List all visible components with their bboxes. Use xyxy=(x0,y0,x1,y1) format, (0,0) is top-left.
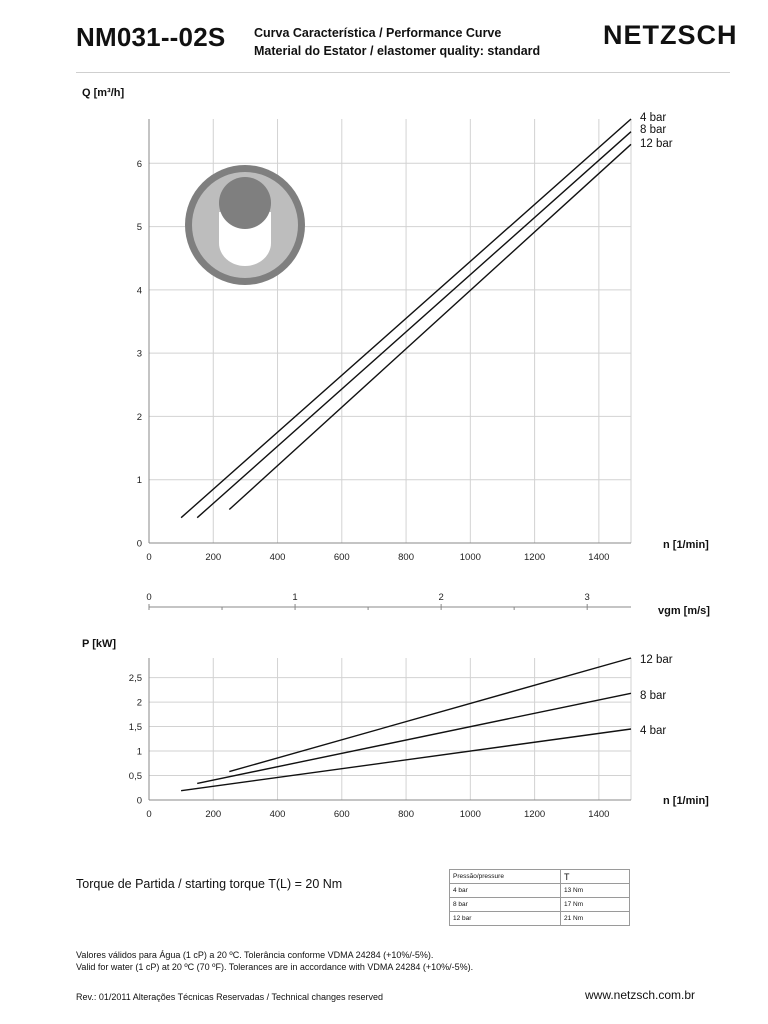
x-tick-label: 1400 xyxy=(588,809,610,820)
y-tick-label: 2 xyxy=(136,411,142,423)
y-tick-label: 0 xyxy=(136,795,142,807)
subtitle-elastomer-quality: Material do Estator / elastomer quality: standard xyxy=(254,44,541,58)
series-line xyxy=(229,658,631,772)
series-label: 12 bar xyxy=(640,654,673,666)
table-cell-torque: 13 Nm xyxy=(561,884,630,898)
speed-axis-label: vgm [m/s] xyxy=(658,605,710,617)
x-axis-label: n [1/min] xyxy=(663,795,709,807)
table-cell-pressure: 12 bar xyxy=(450,912,561,926)
stator-cross-section-icon xyxy=(185,165,305,285)
website-link[interactable]: www.netzsch.com.br xyxy=(585,988,696,1002)
table-header-row xyxy=(450,870,630,884)
y-axis-label: Q [m³/h] xyxy=(82,87,125,99)
x-tick-label: 600 xyxy=(333,809,350,820)
x-tick-label: 200 xyxy=(205,552,222,563)
table-header-pressure: Pressão/pressure xyxy=(450,870,561,884)
torque-table xyxy=(449,869,630,926)
table-row xyxy=(450,912,630,926)
y-tick-label: 1 xyxy=(136,746,142,758)
y-tick-label: 5 xyxy=(136,222,142,234)
speed-tick-label: 2 xyxy=(438,592,444,603)
x-tick-label: 0 xyxy=(146,809,152,820)
y-tick-label: 6 xyxy=(136,158,142,170)
table-cell-torque: 17 Nm xyxy=(561,898,630,912)
table-row xyxy=(450,898,630,912)
series-label: 8 bar xyxy=(640,690,667,702)
x-tick-label: 0 xyxy=(146,552,152,563)
y-tick-label: 0,5 xyxy=(128,771,142,783)
table-cell-pressure: 4 bar xyxy=(450,884,561,898)
y-tick-label: 1 xyxy=(136,475,142,487)
x-tick-label: 400 xyxy=(269,552,286,563)
series-label: 4 bar xyxy=(640,725,667,737)
x-tick-label: 600 xyxy=(333,552,350,563)
power-chart xyxy=(82,638,709,820)
x-tick-label: 800 xyxy=(398,809,414,820)
flow-chart xyxy=(82,87,709,563)
x-tick-label: 1400 xyxy=(588,552,610,563)
y-tick-label: 2,5 xyxy=(128,673,142,685)
x-tick-label: 200 xyxy=(205,809,222,820)
brand-logo: NETZSCH xyxy=(603,20,738,50)
speed-tick-label: 0 xyxy=(146,592,152,603)
series-label: 12 bar xyxy=(640,138,673,150)
y-tick-label: 0 xyxy=(136,538,142,550)
x-axis-label: n [1/min] xyxy=(663,539,709,551)
subtitle-performance-curve: Curva Característica / Performance Curve xyxy=(254,26,502,40)
speed-tick-label: 3 xyxy=(584,592,590,603)
x-tick-label: 800 xyxy=(398,552,414,563)
y-tick-label: 3 xyxy=(136,348,142,360)
x-tick-label: 1200 xyxy=(524,552,546,563)
x-tick-label: 400 xyxy=(269,809,286,820)
y-axis-label: P [kW] xyxy=(82,638,117,650)
table-cell-torque: 21 Nm xyxy=(561,912,630,926)
y-tick-label: 4 xyxy=(136,285,142,297)
revision-note: Rev.: 01/2011 Alterações Técnicas Reservadas / Technical changes reserved xyxy=(76,992,384,1002)
series-label: 4 bar xyxy=(640,112,667,124)
table-cell-pressure: 8 bar xyxy=(450,898,561,912)
validity-note-pt: Valores válidos para Água (1 cP) a 20 ºC. Tolerância conforme VDMA 24284 (+10%/-5%). xyxy=(76,950,434,960)
starting-torque-text: Torque de Partida / starting torque T(L) = 20 Nm xyxy=(76,877,343,891)
series-label: 8 bar xyxy=(640,124,667,136)
y-tick-label: 2 xyxy=(136,697,142,709)
speed-axis xyxy=(146,592,710,617)
table-row xyxy=(450,884,630,898)
speed-tick-label: 1 xyxy=(292,592,298,603)
validity-note-en: Valid for water (1 cP) at 20 ºC (70 ºF). Tolerances are in accordance with VDMA 24284 (+10%/-5%). xyxy=(76,962,474,972)
table-header-torque: T xyxy=(561,870,630,884)
x-tick-label: 1000 xyxy=(459,809,481,820)
y-tick-label: 1,5 xyxy=(128,722,142,734)
model-title: NM031--02S xyxy=(76,22,226,52)
x-tick-label: 1000 xyxy=(459,552,481,563)
x-tick-label: 1200 xyxy=(524,809,546,820)
